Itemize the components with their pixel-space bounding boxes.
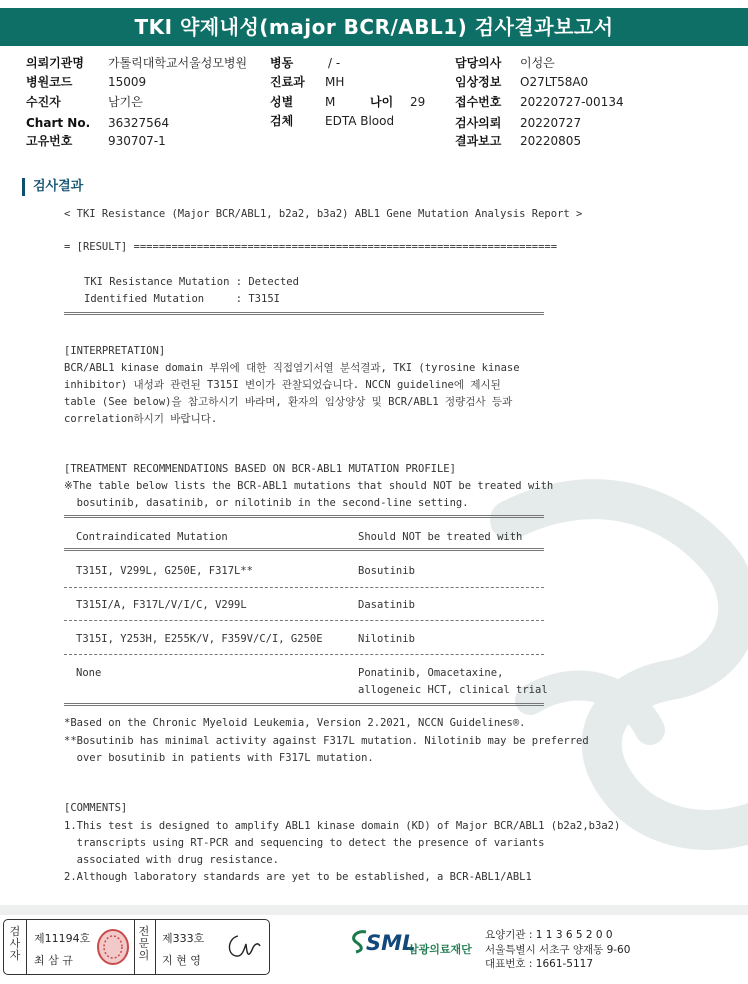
comment-line: transcripts using RT-PCR and sequencing to detect the presence of variants <box>64 837 545 849</box>
label-patient: 수진자 <box>26 95 61 109</box>
label-physician: 담당의사 <box>455 56 502 70</box>
value-ward: / - <box>328 56 341 70</box>
value-request-date: 20220727 <box>520 116 582 130</box>
interpretation-line: inhibitor) 내성과 관련된 T315I 변이가 관찰되었습니다. NCCN guideline에 제시된 <box>64 379 501 391</box>
comment-line: associated with drug resistance. <box>64 854 279 866</box>
interpretation-header: [INTERPRETATION] <box>64 345 166 357</box>
label-specimen: 검체 <box>270 114 294 128</box>
watermark-logo-icon <box>470 440 748 860</box>
label-institution: 의뢰기관명 <box>26 56 84 70</box>
seal-stamp-icon <box>96 928 130 966</box>
table-row-rule <box>64 587 544 588</box>
table-cell-drug: Dasatinib <box>358 599 415 611</box>
interpretation-line: table (See below)을 참고하시기 바라며, 환자의 임상양상 및 BCR/ABL1 정량검사 등과 <box>64 396 513 408</box>
report-title: TKI 약제내성(major BCR/ABL1) 검사결과보고서 <box>0 8 748 46</box>
label-ward: 병동 <box>270 56 294 70</box>
table-cell-mutation: None <box>76 667 102 679</box>
value-chart-no: 36327564 <box>108 116 170 130</box>
table-cell-mutation: T315I, Y253H, E255K/V, F359V/C/I, G250E <box>76 633 323 645</box>
table-bottom-rule <box>64 703 544 706</box>
interpretation-line: correlation하시기 바랍니다. <box>64 413 218 425</box>
table-cell-mutation: T315I, V299L, G250E, F317L** <box>76 565 254 577</box>
table-header-drug: Should NOT be treated with <box>358 531 523 543</box>
divider <box>134 920 135 974</box>
signature-box <box>3 919 270 975</box>
label-accession-no: 접수번호 <box>455 95 502 109</box>
label-department: 진료과 <box>270 75 305 89</box>
divider <box>64 312 544 315</box>
divider <box>155 920 156 974</box>
value-clinical-info: O27LT58A0 <box>520 75 589 89</box>
label-age: 나이 <box>370 95 394 109</box>
footnote: **Bosutinib has minimal activity against F317L mutation. Nilotinib may be preferred <box>64 735 589 747</box>
specialist-license-no: 제333호 <box>162 932 205 945</box>
footnote: *Based on the Chronic Myeloid Leukemia, Version 2.2021, NCCN Guidelines®. <box>64 717 526 729</box>
organization-phone: 대표번호 : 1661-5117 <box>485 958 594 970</box>
value-id-number: 930707-1 <box>108 134 166 148</box>
report-heading: < TKI Resistance (Major BCR/ABL1, b2a2, b3a2) ABL1 Gene Mutation Analysis Report > <box>64 208 583 220</box>
specialist-name: 지 현 영 <box>162 954 201 967</box>
table-cell-drug: allogeneic HCT, clinical trial <box>358 684 548 696</box>
table-cell-drug: Ponatinib, Omacetaxine, <box>358 667 504 679</box>
logo-mark: SML <box>366 931 416 955</box>
result-header: = [RESULT] =================================================================== <box>64 241 558 253</box>
table-row-rule <box>64 654 544 655</box>
tester-label: 검사자 <box>9 925 21 962</box>
table-top-rule <box>64 515 544 518</box>
tester-name: 최 삼 규 <box>34 954 73 967</box>
label-hospital-code: 병원코드 <box>26 75 73 89</box>
tester-license-no: 제11194호 <box>34 932 91 945</box>
section-title-results: 검사결과 <box>22 178 83 196</box>
specialist-label: 전문의 <box>138 925 150 962</box>
organization-address: 서울특별시 서초구 양재동 9-60 <box>485 944 631 956</box>
result-status: TKI Resistance Mutation : Detected <box>84 276 299 288</box>
footnote: over bosutinib in patients with F317L mutation. <box>64 752 374 764</box>
value-institution: 가톨릭대학교서울성모병원 <box>108 56 248 70</box>
label-clinical-info: 임상정보 <box>455 75 502 89</box>
result-mutation: Identified Mutation : T315I <box>84 293 280 305</box>
handwritten-signature-icon <box>224 930 264 962</box>
table-header-mutation: Contraindicated Mutation <box>76 531 228 543</box>
label-request-date: 검사의뢰 <box>455 116 502 130</box>
organization-code: 요양기관 : 1 1 3 6 5 2 0 0 <box>485 929 613 941</box>
treatment-note: ※The table below lists the BCR-ABL1 mutations that should NOT be treated with <box>64 480 554 492</box>
comment-line: 2.Although laboratory standards are yet to be established, a BCR-ABL1/ABL1 <box>64 871 532 883</box>
value-hospital-code: 15009 <box>108 75 147 89</box>
label-sex: 성별 <box>270 95 294 109</box>
value-accession-no: 20220727-00134 <box>520 95 624 109</box>
footer-separator <box>0 905 748 915</box>
value-department: MH <box>325 75 345 89</box>
table-header-rule <box>64 548 544 551</box>
interpretation-line: BCR/ABL1 kinase domain 부위에 대한 직접염기서열 분석결과, TKI (tyrosine kinase <box>64 362 520 374</box>
value-patient: 남기은 <box>108 95 143 109</box>
divider <box>26 920 27 974</box>
table-cell-drug: Bosutinib <box>358 565 415 577</box>
comments-header: [COMMENTS] <box>64 802 128 814</box>
value-report-date: 20220805 <box>520 134 582 148</box>
logo-organization-name: 삼광의료재단 <box>408 943 472 956</box>
label-chart-no: Chart No. <box>26 116 91 130</box>
table-cell-mutation: T315I/A, F317L/V/I/C, V299L <box>76 599 247 611</box>
label-report-date: 결과보고 <box>455 134 502 148</box>
table-row-rule <box>64 620 544 621</box>
value-sex: M <box>325 95 336 109</box>
comment-line: 1.This test is designed to amplify ABL1 kinase domain (KD) of Major BCR/ABL1 (b2a2,b3a2) <box>64 820 621 832</box>
treatment-header: [TREATMENT RECOMMENDATIONS BASED ON BCR-ABL1 MUTATION PROFILE] <box>64 463 456 475</box>
table-cell-drug: Nilotinib <box>358 633 415 645</box>
value-specimen: EDTA Blood <box>325 114 395 128</box>
value-age: 29 <box>410 95 426 109</box>
label-id-number: 고유번호 <box>26 134 73 148</box>
value-physician: 이성은 <box>520 56 555 70</box>
treatment-note: bosutinib, dasatinib, or nilotinib in the second-line setting. <box>64 497 469 509</box>
